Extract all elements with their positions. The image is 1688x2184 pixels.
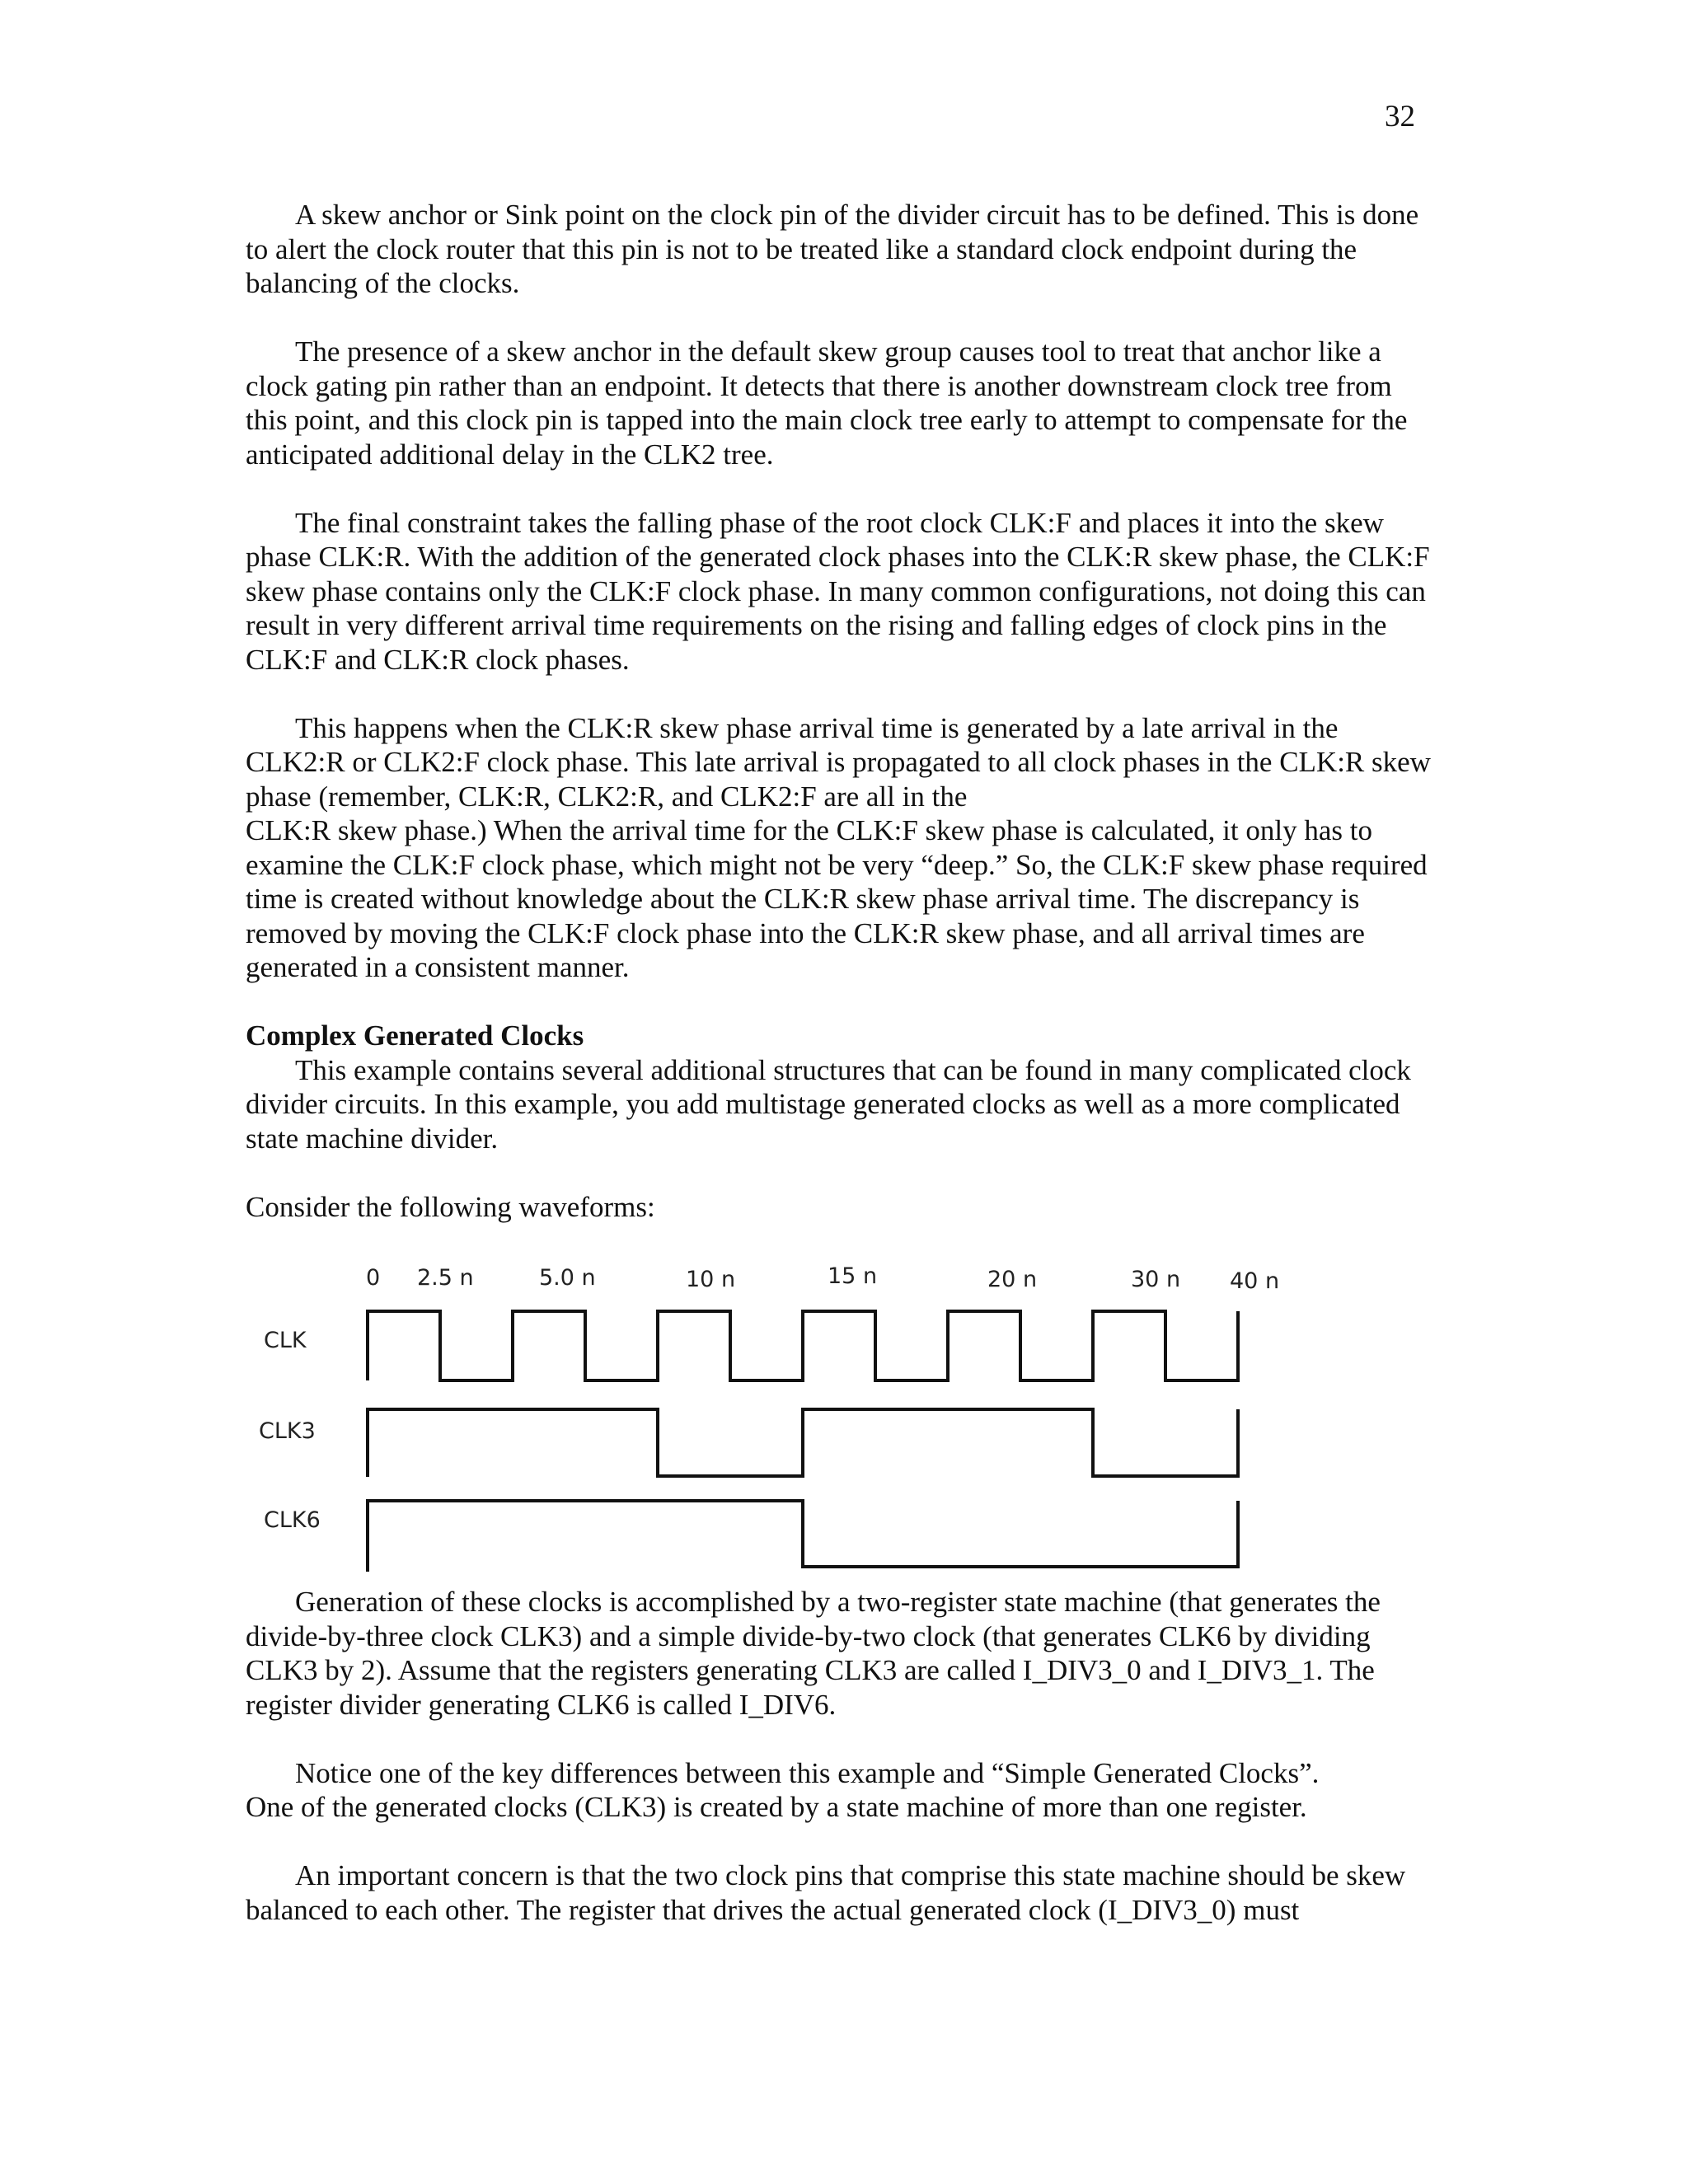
paragraph-notice-line-b: One of the generated clocks (CLK3) is created by a state machine of more than one register.: [246, 1791, 1307, 1823]
time-label-10n: 10 n: [686, 1267, 736, 1292]
time-label-0: 0: [366, 1265, 381, 1291]
time-label-30n: 30 n: [1131, 1267, 1181, 1292]
paragraph-late-arrival-part-a: This happens when the CLK:R skew phase arrival time is generated by a late arrival in the CLK2:R or CLK2:F clock phase. This late arrival is propagated to all clock phases in the CLK:R skew phase (remember, CLK:R, CLK2:R, and CLK2:F are all in the: [246, 711, 1431, 813]
time-label-40n: 40 n: [1230, 1268, 1280, 1294]
paragraph-consider: Consider the following waveforms:: [246, 1190, 655, 1223]
signal-label-clk: CLK: [264, 1328, 307, 1353]
page-number: 32: [1385, 100, 1415, 134]
waveform-diagram: [246, 1249, 1317, 1578]
paragraph-late-arrival-part-b: CLK:R skew phase.) When the arrival time for the CLK:F skew phase is calculated, it only has to examine the CLK:F clock phase, which might not be very “deep.” So, the CLK:F skew phase required time is created without knowledge about the CLK:R skew phase arrival time. The discrepancy is removed by moving the CLK:F clock phase into the CLK:R skew phase, and all arrival times are generated in a consistent manner.: [246, 814, 1428, 983]
paragraph-skew-anchor-presence: The presence of a skew anchor in the default skew group causes tool to treat that anchor like a clock gating pin rather than an endpoint. It detects that there is another downstream clock tree from this point, and this clock pin is tapped into the main clock tree early to attempt to compensate for the anticipated additional delay in the CLK2 tree.: [246, 335, 1408, 471]
clk3-waveform: [368, 1408, 1238, 1477]
clk-waveform: [368, 1311, 1238, 1380]
waveform-svg: [246, 1249, 1317, 1578]
paragraph-section-intro: This example contains several additional structures that can be found in many complicated clock divider circuits. In this example, you add multistage generated clocks as well as a more complicated state machine divider.: [246, 1053, 1411, 1155]
paragraph-notice: [246, 1756, 1432, 1825]
upper-body-text: [246, 198, 1432, 1224]
signal-label-clk6: CLK6: [264, 1507, 321, 1533]
paragraph-important-concern: An important concern is that the two clock pins that comprise this state machine should be skew balanced to each other. The register that drives the actual generated clock (I_DIV3_0) must: [246, 1859, 1406, 1926]
time-label-20n: 20 n: [987, 1267, 1038, 1292]
paragraph-skew-anchor: A skew anchor or Sink point on the clock pin of the divider circuit has to be defined. This is done to alert the clock router that this pin is not to be treated like a standard clock endpoint during the balancing of the clocks.: [246, 199, 1419, 299]
time-label-5-0n: 5.0 n: [539, 1265, 596, 1291]
paragraph-clock-generation: Generation of these clocks is accomplished by a two-register state machine (that generates the divide-by-three clock CLK3) and a simple divide-by-two clock (that generates CLK6 by dividing CLK3 by 2). Assume that the registers generating CLK3 are called I_DIV3_0 and I_DIV3_1. The register divider generating CLK6 is called I_DIV6.: [246, 1586, 1381, 1721]
signal-label-clk3: CLK3: [259, 1418, 316, 1444]
paragraph-final-constraint: The final constraint takes the falling phase of the root clock CLK:F and places it into the skew phase CLK:R. With the addition of the generated clock phases into the CLK:R skew phase, the CLK:F skew phase contains only the CLK:F clock phase. In many common configurations, not doing this can result in very different arrival time requirements on the rising and falling edges of clock pins in the CLK:F and CLK:R clock phases.: [246, 506, 1430, 676]
paragraph-late-arrival: [246, 711, 1432, 985]
paragraph-notice-line-a: Notice one of the key differences between this example and “Simple Generated Clocks”.: [295, 1756, 1320, 1789]
time-label-15n: 15 n: [828, 1263, 878, 1289]
clk6-waveform: [368, 1501, 1238, 1572]
lower-body-text: [246, 1585, 1432, 1927]
time-label-2-5n: 2.5 n: [417, 1265, 474, 1291]
section-heading: Complex Generated Clocks: [246, 1019, 584, 1052]
